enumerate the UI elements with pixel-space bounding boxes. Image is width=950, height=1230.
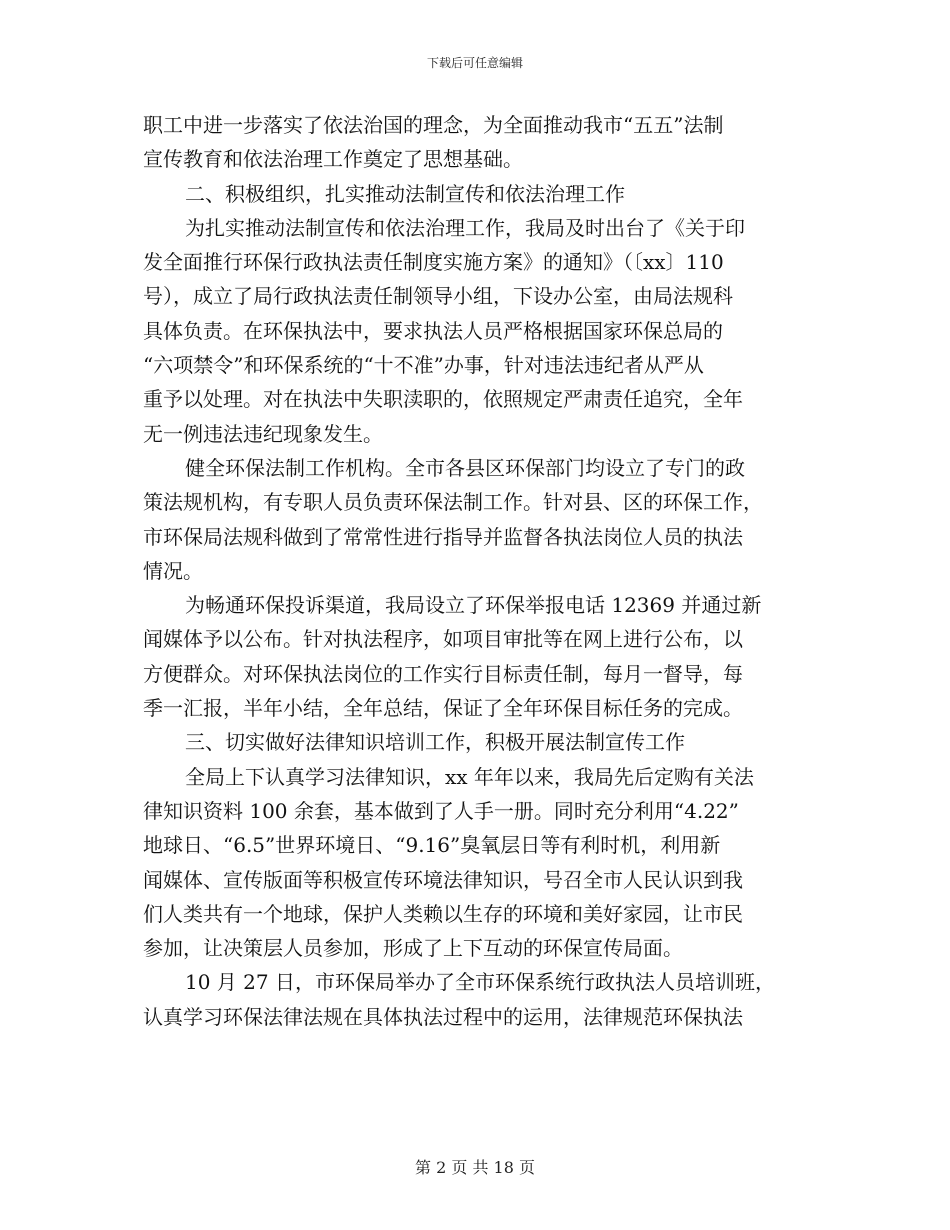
section-heading: 三、切实做好法律知识培训工作，积极开展法制宣传工作	[185, 730, 685, 755]
text-line: 地球日、“6.5”世界环境日、“9.16”臭氧层日等有利时机，利用新	[143, 833, 721, 858]
text-line: 们人类共有一个地球，保护人类赖以生存的环境和美好家园，让市民	[143, 901, 743, 926]
text-line: “六项禁令”和环保系统的“十不准”办事，针对违法违纪者从严从	[143, 353, 704, 378]
text-line: 具体负责。在环保执法中，要求执法人员严格根据国家环保总局的	[143, 318, 723, 343]
page-number: 第 2 页 共 18 页	[415, 1158, 535, 1177]
text-line: 无一例违法违纪现象发生。	[143, 421, 383, 446]
text-line: 重予以处理。对在执法中失职渎职的，依照规定严肃责任追究，全年	[143, 387, 743, 412]
text-line: 宣传教育和依法治理工作奠定了思想基础。	[143, 147, 523, 172]
text-line: 闻媒体、宣传版面等积极宣传环境法律知识，号召全市人民认识到我	[143, 867, 743, 892]
section-heading: 二、积极组织，扎实推动法制宣传和依法治理工作	[185, 181, 625, 206]
text-line: 方便群众。对环保执法岗位的工作实行目标责任制，每月一督导，每	[143, 661, 743, 686]
text-line: 闻媒体予以公布。针对执法程序，如项目审批等在网上进行公布，以	[143, 627, 743, 652]
header-note: 下载后可任意编辑	[426, 56, 523, 70]
text-line: 健全环保法制工作机构。全市各县区环保部门均设立了专门的政	[185, 455, 745, 480]
text-line: 为畅通环保投诉渠道，我局设立了环保举报电话 12369 并通过新	[185, 593, 762, 618]
text-line: 认真学习环保法律法规在具体执法过程中的运用，法律规范环保执法	[143, 1004, 743, 1029]
text-line: 参加，让决策层人员参加，形成了上下互动的环保宣传局面。	[143, 936, 683, 961]
text-line: 号），成立了局行政执法责任制领导小组，下设办公室，由局法规科	[143, 284, 733, 309]
text-line: 季一汇报，半年小结，全年总结，保证了全年环保目标任务的完成。	[143, 696, 743, 721]
text-line: 全局上下认真学习法律知识，xx 年年以来，我局先后定购有关法	[185, 764, 754, 789]
body-text	[143, 108, 803, 1034]
text-line: 发全面推行环保行政执法责任制度实施方案》的通知》（〔xx〕110	[143, 250, 724, 275]
text-line: 市环保局法规科做到了常常性进行指导并监督各执法岗位人员的执法	[143, 524, 743, 549]
text-line: 律知识资料 100 余套，基本做到了人手一册。同时充分利用“4.22”	[143, 798, 739, 823]
text-line: 策法规机构，有专职人员负责环保法制工作。针对县、区的环保工作，	[143, 490, 763, 515]
text-line: 为扎实推动法制宣传和依法治理工作，我局及时出台了《关于印	[185, 215, 745, 240]
text-line: 职工中进一步落实了依法治国的理念，为全面推动我市“五五”法制	[143, 113, 724, 137]
text-line: 10 月 27 日，市环保局举办了全市环保系统行政执法人员培训班，	[185, 970, 775, 995]
text-line: 情况。	[143, 558, 203, 583]
